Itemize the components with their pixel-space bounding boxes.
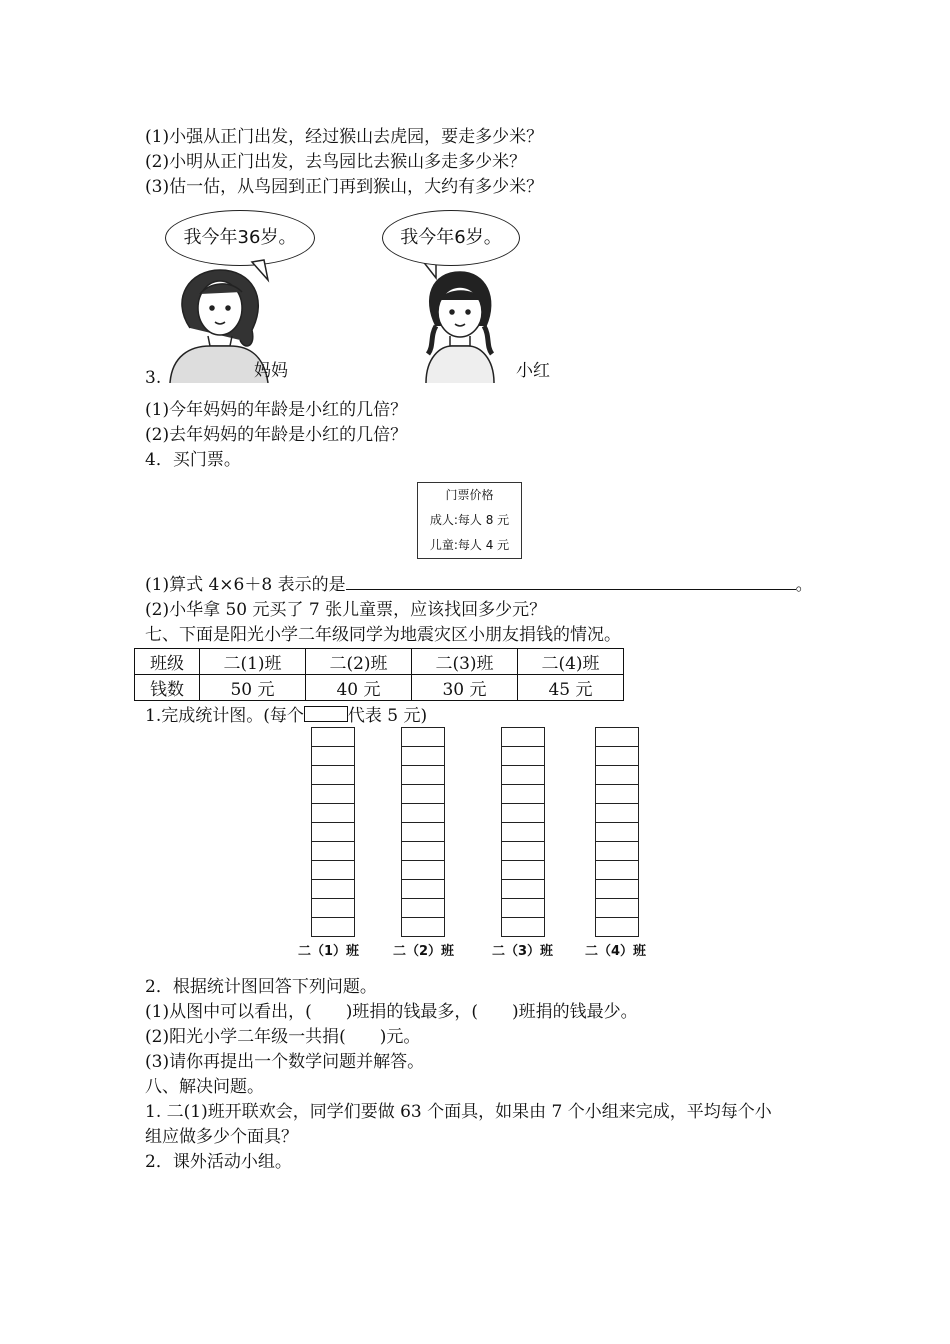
chart-cell[interactable] — [595, 917, 639, 937]
girl-figure — [426, 272, 494, 383]
chart-cell[interactable] — [595, 803, 639, 822]
chart-cell[interactable] — [311, 784, 355, 803]
chart-cell[interactable] — [401, 746, 445, 765]
chart-column — [401, 727, 445, 937]
chart-cell[interactable] — [401, 879, 445, 898]
chart-cell[interactable] — [501, 822, 545, 841]
chart-cell[interactable] — [501, 803, 545, 822]
ticket-title: 门票价格 — [445, 488, 494, 502]
question-line: (3)估一估，从鸟园到正门再到猴山，大约有多少米？ — [145, 177, 544, 197]
chart-cell[interactable] — [401, 860, 445, 879]
ticket-price-box — [417, 482, 522, 559]
chart-cell[interactable] — [401, 727, 445, 746]
question-text: 代表 5 元) — [347, 706, 428, 726]
chart-column-label: 二（1）班 — [298, 944, 360, 959]
girl-speech-text: 我今年6岁。 — [400, 227, 502, 248]
chart-column-label: 二（4）班 — [585, 944, 647, 959]
chart-cell[interactable] — [401, 765, 445, 784]
chart-cell[interactable] — [311, 917, 355, 937]
section-title: 七、下面是阳光小学二年级同学为地震灾区小朋友捐钱的情况。 — [145, 625, 621, 645]
chart-cell[interactable] — [311, 822, 355, 841]
chart-column — [311, 727, 355, 937]
chart-cell[interactable] — [311, 803, 355, 822]
table-cell: 二(2)班 — [306, 649, 412, 675]
mom-speech-text: 我今年36岁。 — [183, 227, 297, 248]
chart-column-label: 二（2）班 — [393, 944, 455, 959]
chart-cell[interactable] — [501, 879, 545, 898]
chart-cell[interactable] — [311, 898, 355, 917]
question-line — [145, 704, 427, 728]
chart-column-label: 二（3）班 — [492, 944, 554, 959]
table-cell: 45 元 — [518, 675, 624, 701]
chart-cell[interactable] — [401, 822, 445, 841]
question-line: (2)小华拿 50 元买了 7 张儿童票，应该找回多少元？ — [145, 600, 547, 620]
table-cell: 50 元 — [200, 675, 306, 701]
chart-cell[interactable] — [595, 860, 639, 879]
chart-cell[interactable] — [311, 841, 355, 860]
chart-cell[interactable] — [311, 765, 355, 784]
chart-cell[interactable] — [401, 917, 445, 937]
chart-cell[interactable] — [595, 898, 639, 917]
chart-cell[interactable] — [501, 917, 545, 937]
question-end: 。 — [795, 575, 813, 595]
chart-cell[interactable] — [501, 860, 545, 879]
question-text: (1)算式 4×6＋8 表示的是 — [145, 575, 346, 595]
chart-cell[interactable] — [311, 860, 355, 879]
question-line: (2)阳光小学二年级一共捐( )元。 — [145, 1027, 421, 1047]
chart-column — [595, 727, 639, 937]
question-line: 组应做多少个面具？ — [145, 1127, 298, 1147]
chart-cell[interactable] — [401, 841, 445, 860]
question-line: (3)请你再提出一个数学问题并解答。 — [145, 1052, 425, 1072]
question-line: 1. 二(1)班开联欢会，同学们要做 63 个面具，如果由 7 个小组来完成，平均每个小 — [145, 1102, 772, 1122]
chart-cell[interactable] — [311, 746, 355, 765]
chart-cell[interactable] — [401, 803, 445, 822]
question-line: (1)从图中可以看出，( )班捐的钱最多，( )班捐的钱最少。 — [145, 1002, 638, 1022]
age-illustration — [160, 208, 565, 383]
chart-cell[interactable] — [501, 727, 545, 746]
question-line: (2)去年妈妈的年龄是小红的几倍？ — [145, 425, 408, 445]
chart-cell[interactable] — [595, 765, 639, 784]
girl-speech-bubble — [382, 210, 520, 266]
question-line: (1)小强从正门出发，经过猴山去虎园，要走多少米？ — [145, 127, 544, 147]
problem-title: 4．买门票。 — [145, 450, 241, 470]
chart-cell[interactable] — [501, 765, 545, 784]
ticket-child-price: 儿童:每人 4 元 — [429, 538, 510, 552]
chart-cell[interactable] — [501, 746, 545, 765]
answer-blank[interactable] — [346, 575, 796, 590]
table-cell: 二(1)班 — [200, 649, 306, 675]
table-cell: 二(3)班 — [412, 649, 518, 675]
problem-number: 3. — [145, 368, 162, 388]
table-cell: 二(4)班 — [518, 649, 624, 675]
chart-column — [501, 727, 545, 937]
section-title: 八、解决问题。 — [145, 1077, 264, 1097]
ticket-adult-price: 成人:每人 8 元 — [429, 513, 510, 527]
question-text: 1.完成统计图。(每个 — [145, 706, 304, 726]
chart-cell[interactable] — [401, 898, 445, 917]
table-cell: 30 元 — [412, 675, 518, 701]
chart-cell[interactable] — [501, 841, 545, 860]
chart-cell[interactable] — [595, 822, 639, 841]
chart-cell[interactable] — [595, 727, 639, 746]
table-row — [135, 649, 624, 675]
donation-table — [134, 648, 624, 701]
girl-label: 小红 — [516, 361, 550, 381]
question-line: (1)今年妈妈的年龄是小红的几倍？ — [145, 400, 408, 420]
table-header-cell: 班级 — [135, 649, 200, 675]
chart-cell[interactable] — [595, 879, 639, 898]
question-line: 2．课外活动小组。 — [145, 1152, 292, 1172]
question-line: 2．根据统计图回答下列问题。 — [145, 977, 377, 997]
table-row — [135, 675, 624, 701]
chart-cell[interactable] — [401, 784, 445, 803]
chart-cell[interactable] — [595, 784, 639, 803]
chart-cell[interactable] — [595, 841, 639, 860]
chart-cell[interactable] — [311, 727, 355, 746]
question-line: (2)小明从正门出发，去鸟园比去猴山多走多少米？ — [145, 152, 527, 172]
mom-label: 妈妈 — [254, 361, 288, 381]
table-cell: 40 元 — [306, 675, 412, 701]
chart-cell[interactable] — [501, 784, 545, 803]
chart-cell[interactable] — [595, 746, 639, 765]
chart-cell[interactable] — [501, 898, 545, 917]
table-header-cell: 钱数 — [135, 675, 200, 701]
question-line — [145, 573, 813, 597]
chart-cell[interactable] — [311, 879, 355, 898]
unit-box-icon — [304, 706, 348, 722]
